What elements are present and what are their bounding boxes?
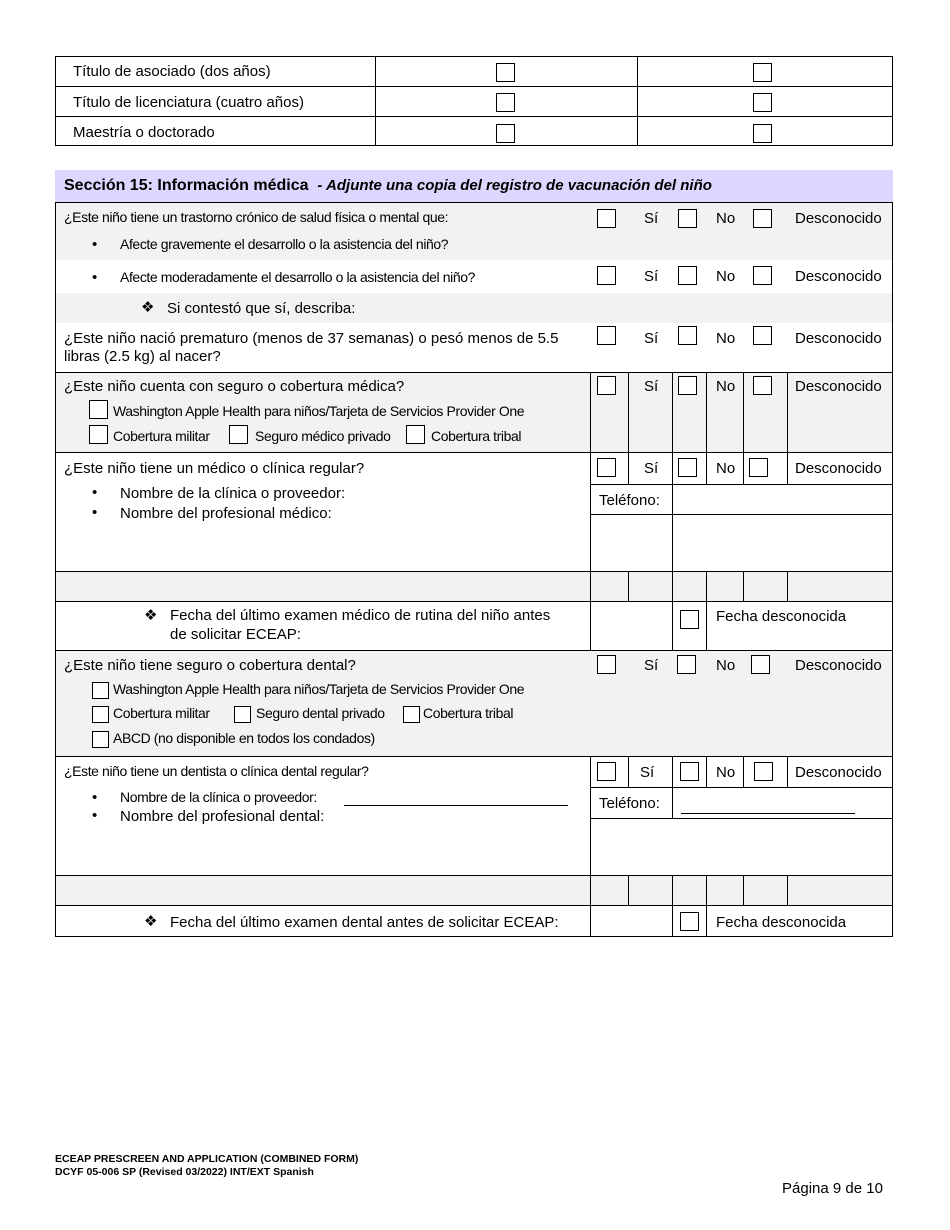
regular-dentist-no-checkbox[interactable] [680,762,699,781]
divider [787,452,788,484]
divider [672,875,673,937]
divider [706,571,707,651]
last-dental-exam-label: Fecha del último examen dental antes de solicitar ECEAP: [170,914,559,931]
chronic-severe-unknown-checkbox[interactable] [753,209,772,228]
education-label-associate: Título de asociado (dos años) [73,63,271,80]
no-label: No [716,330,736,347]
chronic-question: ¿Este niño tiene un trastorno crónico de salud física o mental que: [64,209,449,225]
medical-date-unknown-label: Fecha desconocida [716,608,847,625]
divider [628,372,629,452]
unknown-label: Desconocido [795,330,882,347]
tribal-medical-label: Cobertura tribal [431,428,522,444]
yes-label: Sí [644,210,659,227]
regular-doctor-yes-checkbox[interactable] [597,458,616,477]
private-medical-checkbox[interactable] [229,425,248,444]
divider [706,452,707,484]
divider [787,875,788,905]
diamond-bullet-icon: ❖ [141,299,155,316]
private-medical-label: Seguro médico privado [255,428,391,444]
dentist-phone-input[interactable] [681,797,855,814]
divider [743,372,744,452]
yes-label: Sí [644,268,659,285]
associate-col2-checkbox[interactable] [753,63,772,82]
unknown-label: Desconocido [795,210,882,227]
premature-unknown-checkbox[interactable] [753,326,772,345]
bullet: • [92,269,98,286]
dentist-phone-label: Teléfono: [599,795,660,812]
chronic-severe-no-checkbox[interactable] [678,209,697,228]
divider [55,601,893,602]
footer-form-title: ECEAP PRESCREEN AND APPLICATION (COMBINED FORM) [55,1153,359,1165]
premature-question-line1: ¿Este niño nació prematuro (menos de 37 semanas) o pesó menos de 5.5 [64,330,559,347]
doctor-clinic-label: Nombre de la clínica o proveedor: [120,485,346,502]
divider [787,756,788,788]
no-label: No [716,378,736,395]
section15-header [55,170,893,202]
medical-insurance-unknown-checkbox[interactable] [753,376,772,395]
unknown-label: Desconocido [795,657,882,674]
regular-doctor-question: ¿Este niño tiene un médico o clínica regular? [64,460,365,477]
diamond-bullet-icon: ❖ [144,913,158,930]
yes-label: Sí [644,330,659,347]
tribal-dental-checkbox[interactable] [403,706,420,723]
divider [706,372,707,452]
divider [628,571,629,601]
divider [628,756,629,788]
chronic-describe-label: Si contestó que sí, describa: [167,300,356,317]
dental-insurance-unknown-checkbox[interactable] [751,655,770,674]
dental-date-unknown-label: Fecha desconocida [716,914,847,931]
private-dental-checkbox[interactable] [234,706,251,723]
military-medical-checkbox[interactable] [89,425,108,444]
dentist-clinic-input[interactable] [344,789,568,806]
divider [55,116,893,117]
masters-col2-checkbox[interactable] [753,124,772,143]
apple-health-dental-label: Washington Apple Health para niños/Tarjeta de Servicios Provider One [113,681,525,697]
regular-dentist-unknown-checkbox[interactable] [754,762,773,781]
apple-health-medical-checkbox[interactable] [89,400,108,419]
apple-health-dental-checkbox[interactable] [92,682,109,699]
divider [590,787,893,788]
footer [55,1153,358,1179]
bullet: • [92,484,98,501]
dentist-provider-label: Nombre del profesional dental: [120,808,325,825]
divider [706,756,707,788]
divider [743,452,744,484]
private-dental-label: Seguro dental privado [256,705,385,721]
divider [55,452,893,453]
last-medical-exam-label-line1: Fecha del último examen médico de rutina del niño antes [170,607,551,624]
last-medical-exam-label-line2: de solicitar ECEAP: [170,626,301,643]
chronic-severe-label: Afecte gravemente el desarrollo o la asistencia del niño? [120,236,449,252]
unknown-label: Desconocido [795,268,882,285]
divider [672,756,673,818]
dental-insurance-no-checkbox[interactable] [677,655,696,674]
yes-label: Sí [644,378,659,395]
no-label: No [716,268,736,285]
divider [706,875,707,937]
last-dental-exam-date-input[interactable] [591,906,671,936]
divider [628,452,629,484]
medical-date-unknown-checkbox[interactable] [680,610,699,629]
divider [55,372,893,373]
dental-insurance-yes-checkbox[interactable] [597,655,616,674]
divider [743,756,744,788]
abcd-dental-label: ABCD (no disponible en todos los condados) [113,730,375,746]
tribal-medical-checkbox[interactable] [406,425,425,444]
abcd-dental-checkbox[interactable] [92,731,109,748]
chronic-moderate-unknown-checkbox[interactable] [753,266,772,285]
footer-form-code: DCYF 05-006 SP (Revised 03/2022) INT/EXT Spanish [55,1166,314,1178]
military-dental-label: Cobertura militar [113,705,210,721]
no-label: No [716,210,736,227]
no-label: No [716,764,736,781]
divider [55,905,893,906]
dental-insurance-question: ¿Este niño tiene seguro o cobertura dental? [64,657,356,674]
medical-insurance-yes-checkbox[interactable] [597,376,616,395]
medical-insurance-question: ¿Este niño cuenta con seguro o cobertura médica? [64,378,405,395]
regular-doctor-no-checkbox[interactable] [678,458,697,477]
divider [55,86,893,87]
bullet: • [92,236,98,253]
chronic-moderate-yes-checkbox[interactable] [597,266,616,285]
unknown-label: Desconocido [795,764,882,781]
dentist-clinic-label: Nombre de la clínica o proveedor: [120,789,317,805]
divider [637,56,638,146]
dentist-details-input[interactable] [591,819,892,875]
yes-label: Sí [644,657,659,674]
apple-health-medical-label: Washington Apple Health para niños/Tarjeta de Servicios Provider One [113,403,525,419]
education-label-bachelor: Título de licenciatura (cuatro años) [73,94,304,111]
bullet: • [92,807,98,824]
divider [672,601,673,651]
doctor-phone-input[interactable] [673,485,892,513]
doctor-phone-label: Teléfono: [599,492,660,509]
bullet: • [92,504,98,521]
premature-question-line2: libras (2.5 kg) al nacer? [64,348,221,365]
regular-doctor-unknown-checkbox[interactable] [749,458,768,477]
tribal-dental-label: Cobertura tribal [423,705,514,721]
divider [55,650,893,651]
premature-no-checkbox[interactable] [678,326,697,345]
military-dental-checkbox[interactable] [92,706,109,723]
last-medical-exam-date-input[interactable] [591,602,671,650]
medical-insurance-no-checkbox[interactable] [678,376,697,395]
divider [55,875,893,876]
divider [672,372,673,452]
divider [628,875,629,905]
bachelor-col2-checkbox[interactable] [753,93,772,112]
divider [787,571,788,601]
section15-title: Sección 15: Información médica - Adjunte una copia del registro de vacunación del niño [64,177,712,194]
bullet: • [92,789,98,806]
divider [743,571,744,601]
dental-date-unknown-checkbox[interactable] [680,912,699,931]
divider [787,372,788,452]
doctor-details-input[interactable] [591,515,892,571]
masters-col1-checkbox[interactable] [496,124,515,143]
divider [743,875,744,905]
chronic-severe-yes-checkbox[interactable] [597,209,616,228]
chronic-moderate-no-checkbox[interactable] [678,266,697,285]
no-label: No [716,460,736,477]
diamond-bullet-icon: ❖ [144,607,158,624]
yes-label: Sí [644,460,659,477]
education-label-masters: Maestría o doctorado [73,124,215,141]
regular-dentist-question: ¿Este niño tiene un dentista o clínica dental regular? [64,763,369,779]
no-label: No [716,657,736,674]
page-number: Página 9 de 10 [782,1180,883,1197]
divider [375,56,376,146]
unknown-label: Desconocido [795,460,882,477]
premature-yes-checkbox[interactable] [597,326,616,345]
military-medical-label: Cobertura militar [113,428,210,444]
unknown-label: Desconocido [795,378,882,395]
bachelor-col1-checkbox[interactable] [496,93,515,112]
chronic-moderate-label: Afecte moderadamente el desarrollo o la asistencia del niño? [120,269,476,285]
doctor-provider-label: Nombre del profesional médico: [120,505,332,522]
regular-dentist-yes-checkbox[interactable] [597,762,616,781]
divider [55,756,893,757]
yes-label: Sí [640,764,655,781]
associate-col1-checkbox[interactable] [496,63,515,82]
divider [55,571,893,572]
